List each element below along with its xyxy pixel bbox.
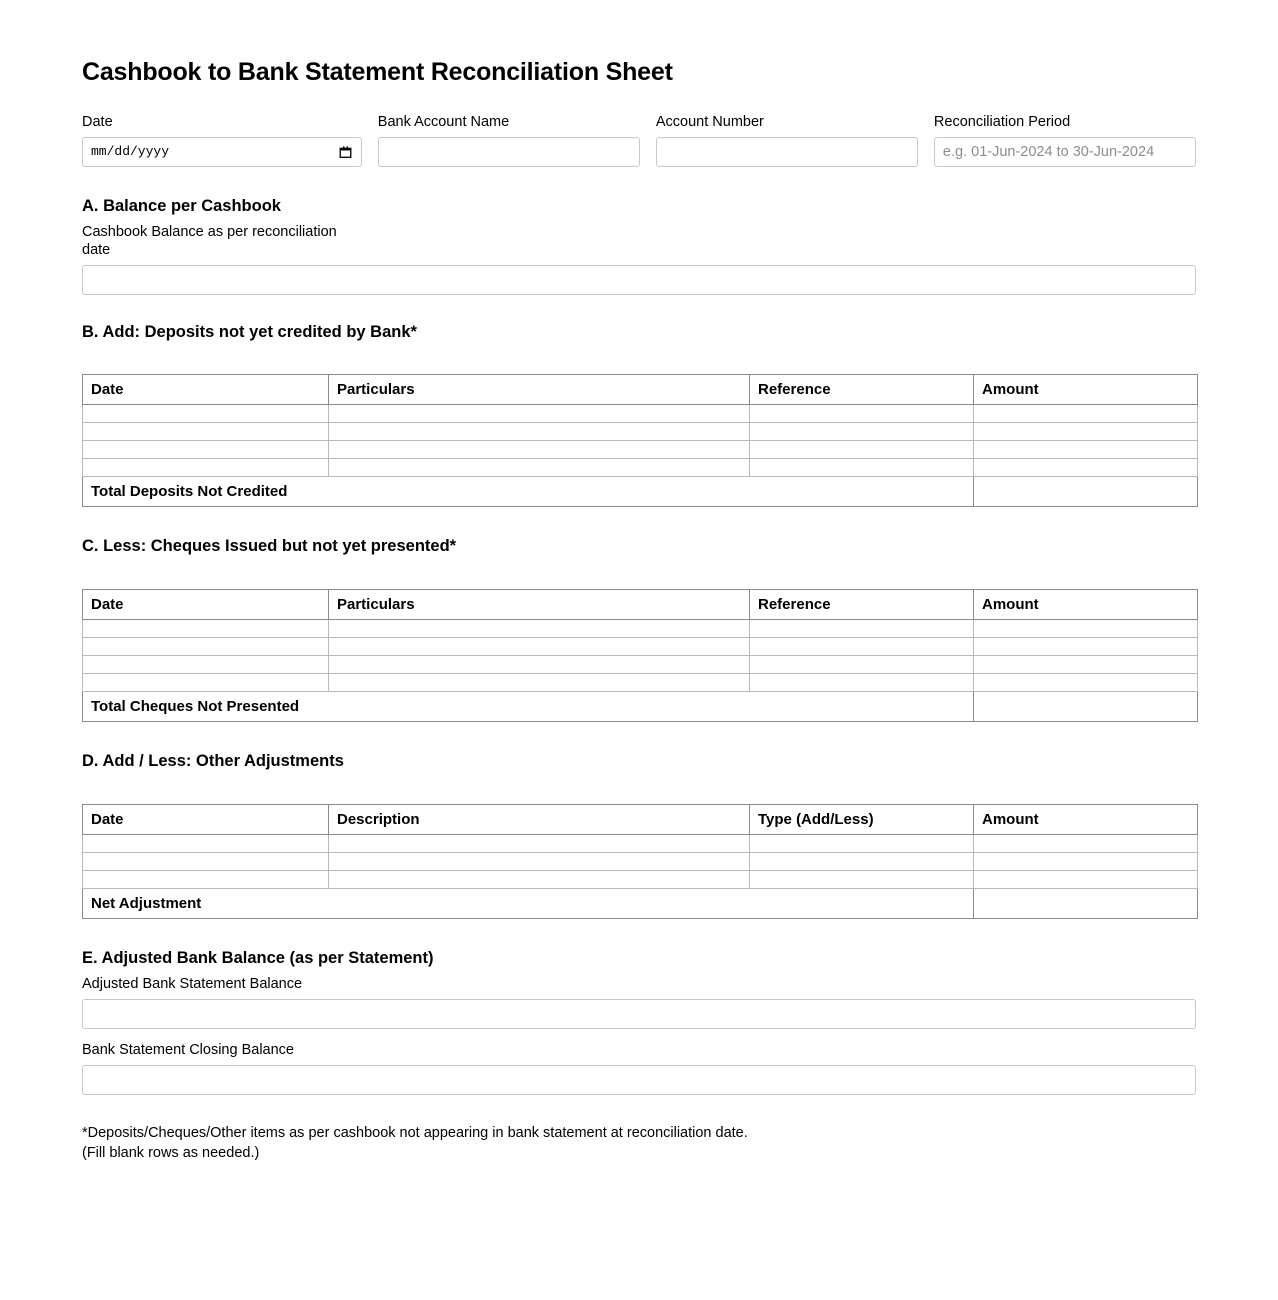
cell-amount[interactable] (974, 656, 1198, 674)
cell-particulars[interactable] (329, 441, 750, 459)
reconciliation-period-label: Reconciliation Period (933, 113, 1071, 130)
cell-date[interactable] (83, 441, 329, 459)
section-d (82, 752, 1196, 919)
cell-amount[interactable] (974, 638, 1198, 656)
account-number-input[interactable] (656, 137, 918, 167)
cell-date[interactable] (83, 834, 329, 852)
bank-account-name-field-group (378, 113, 640, 167)
section-c-heading: C. Less: Cheques Issued but not yet presented* (82, 537, 457, 556)
account-number-label: Account Number (655, 113, 764, 130)
footnote-line-1: *Deposits/Cheques/Other items as per cashbook not appearing in bank statement at reconciliation date. (82, 1124, 748, 1141)
table-row[interactable] (83, 834, 1198, 852)
cell-amount[interactable] (974, 852, 1198, 870)
cell-date[interactable] (83, 620, 329, 638)
deposits-not-credited-table (82, 374, 1198, 507)
cell-date[interactable] (83, 423, 329, 441)
cell-particulars[interactable] (329, 638, 750, 656)
table-row[interactable] (83, 870, 1198, 888)
table-row[interactable] (83, 423, 1198, 441)
footnote-line-2: (Fill blank rows as needed.) (82, 1144, 260, 1161)
date-field-group (82, 113, 362, 167)
total-row (83, 692, 1198, 722)
table-row[interactable] (83, 852, 1198, 870)
cell-description[interactable] (329, 870, 750, 888)
header-fields (82, 113, 1196, 167)
table-row[interactable] (83, 405, 1198, 423)
table-header-row (83, 375, 1198, 405)
cell-amount[interactable] (974, 620, 1198, 638)
column-header-amount: Amount (974, 804, 1198, 834)
table-row[interactable] (83, 656, 1198, 674)
net-adjustment-label: Net Adjustment (83, 888, 974, 918)
section-d-heading: D. Add / Less: Other Adjustments (82, 752, 344, 771)
table-header-row (83, 590, 1198, 620)
cell-date[interactable] (83, 852, 329, 870)
cell-reference[interactable] (750, 638, 974, 656)
column-header-particulars: Particulars (329, 375, 750, 405)
cell-description[interactable] (329, 852, 750, 870)
spacer (82, 563, 1196, 589)
cell-particulars[interactable] (329, 620, 750, 638)
net-adjustment-amount-cell[interactable] (974, 888, 1198, 918)
cell-amount[interactable] (974, 423, 1198, 441)
footnote (82, 1123, 1196, 1163)
cell-type[interactable] (750, 852, 974, 870)
cell-date[interactable] (83, 405, 329, 423)
cheques-not-presented-table (82, 589, 1198, 722)
column-header-date: Date (83, 375, 329, 405)
date-label: Date (82, 113, 113, 130)
date-placeholder-text: mm/dd/yyyy (91, 144, 170, 160)
account-number-field-group (656, 113, 918, 167)
adjusted-bank-balance-input[interactable] (82, 999, 1196, 1029)
page-title: Cashbook to Bank Statement Reconciliation Sheet (82, 58, 673, 86)
cell-date[interactable] (83, 638, 329, 656)
section-b (82, 323, 1196, 508)
cell-type[interactable] (750, 870, 974, 888)
table-row[interactable] (83, 620, 1198, 638)
total-amount-cell[interactable] (974, 477, 1198, 507)
column-header-description: Description (329, 804, 750, 834)
cell-amount[interactable] (974, 459, 1198, 477)
reconciliation-period-field-group (934, 113, 1196, 167)
section-e-heading: E. Adjusted Bank Balance (as per Statement) (82, 948, 434, 967)
cell-reference[interactable] (750, 423, 974, 441)
reconciliation-period-input[interactable] (934, 137, 1196, 167)
adjusted-bank-balance-label: Adjusted Bank Statement Balance (82, 975, 303, 992)
cashbook-balance-label: Cashbook Balance as per reconciliation date (82, 223, 337, 258)
table-header-row (83, 804, 1198, 834)
cell-amount[interactable] (974, 870, 1198, 888)
cell-amount[interactable] (974, 674, 1198, 692)
column-header-reference: Reference (750, 590, 974, 620)
column-header-date: Date (83, 590, 329, 620)
total-label: Total Cheques Not Presented (83, 692, 974, 722)
closing-balance-label: Bank Statement Closing Balance (82, 1041, 294, 1058)
cell-date[interactable] (83, 674, 329, 692)
cell-amount[interactable] (974, 405, 1198, 423)
total-label: Total Deposits Not Credited (83, 477, 974, 507)
cell-reference[interactable] (750, 620, 974, 638)
closing-balance-input[interactable] (82, 1065, 1196, 1095)
table-row[interactable] (83, 674, 1198, 692)
cell-reference[interactable] (750, 459, 974, 477)
bank-account-name-input[interactable] (378, 137, 640, 167)
total-amount-cell[interactable] (974, 692, 1198, 722)
cell-reference[interactable] (750, 674, 974, 692)
cashbook-balance-input[interactable] (82, 265, 1196, 295)
column-header-date: Date (83, 804, 329, 834)
cell-particulars[interactable] (329, 423, 750, 441)
cell-description[interactable] (329, 834, 750, 852)
cell-reference[interactable] (750, 405, 974, 423)
calendar-icon[interactable] (339, 145, 352, 158)
total-row (83, 477, 1198, 507)
cell-date[interactable] (83, 870, 329, 888)
cell-reference[interactable] (750, 441, 974, 459)
date-input[interactable] (82, 137, 362, 167)
column-header-amount: Amount (974, 375, 1198, 405)
cell-particulars[interactable] (329, 656, 750, 674)
cell-particulars[interactable] (329, 405, 750, 423)
column-header-amount: Amount (974, 590, 1198, 620)
cell-type[interactable] (750, 834, 974, 852)
table-row[interactable] (83, 638, 1198, 656)
section-e (82, 949, 1196, 1095)
column-header-reference: Reference (750, 375, 974, 405)
spacer (82, 348, 1196, 374)
column-header-particulars: Particulars (329, 590, 750, 620)
other-adjustments-table (82, 804, 1198, 919)
table-row[interactable] (83, 441, 1198, 459)
column-header-type: Type (Add/Less) (750, 804, 974, 834)
section-b-heading: B. Add: Deposits not yet credited by Bank* (82, 322, 417, 341)
cell-date[interactable] (83, 459, 329, 477)
bank-account-name-label: Bank Account Name (377, 113, 510, 130)
cell-amount[interactable] (974, 834, 1198, 852)
table-row[interactable] (83, 459, 1198, 477)
section-a-heading: A. Balance per Cashbook (82, 196, 281, 215)
cell-particulars[interactable] (329, 459, 750, 477)
cell-reference[interactable] (750, 656, 974, 674)
cell-amount[interactable] (974, 441, 1198, 459)
total-row (83, 888, 1198, 918)
cell-date[interactable] (83, 656, 329, 674)
cell-particulars[interactable] (329, 674, 750, 692)
section-c (82, 537, 1196, 722)
spacer (82, 778, 1196, 804)
section-a (82, 197, 1196, 295)
